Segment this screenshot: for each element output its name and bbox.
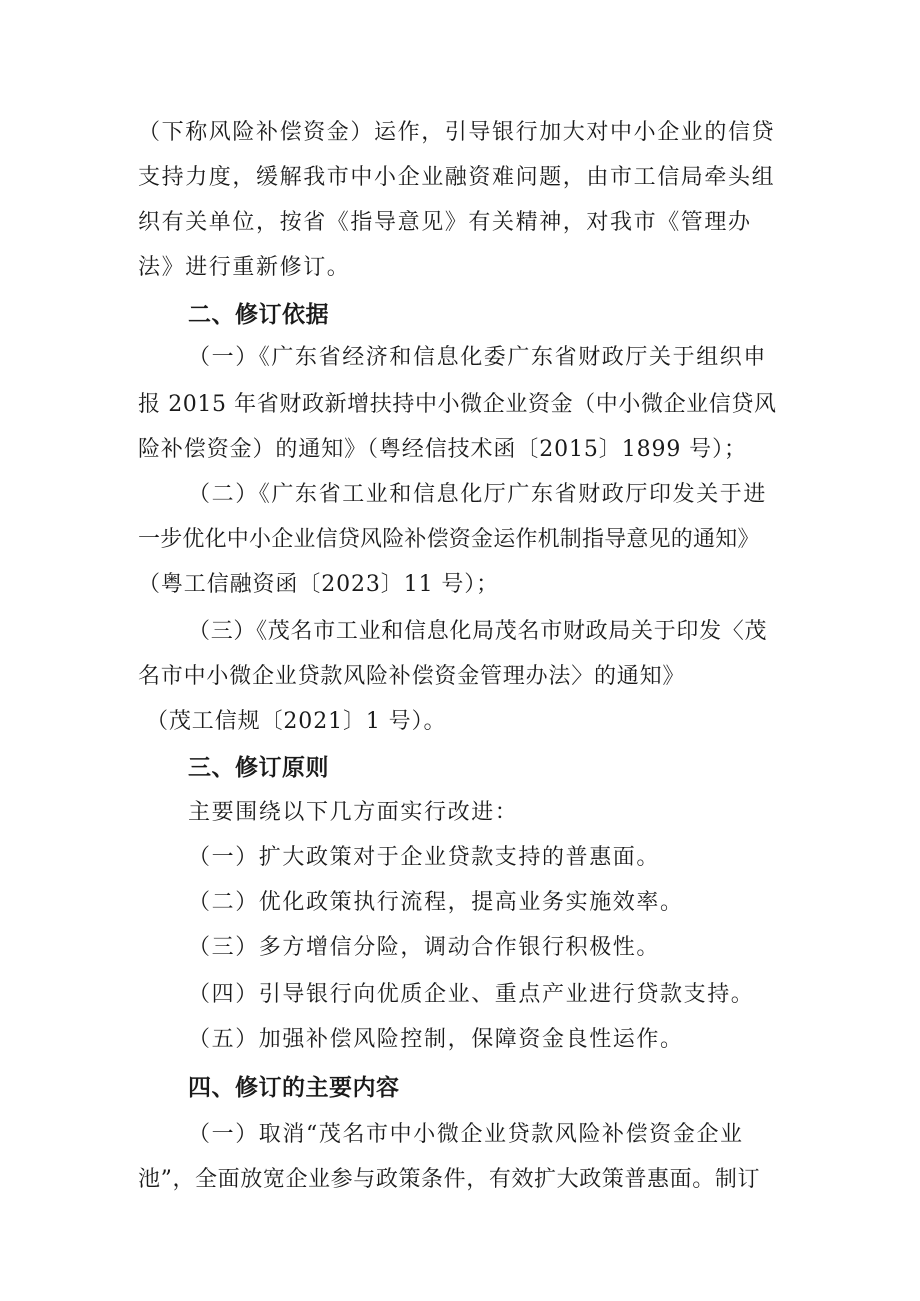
section-4-line-1: （一）取消“茂名市中小微企业贷款风险补偿资金企业: [188, 1122, 744, 1147]
intro-line-1: （下称风险补偿资金）运作，引导银行加大对中小企业的信贷: [138, 120, 776, 145]
section-4-line-2: 池”，全面放宽企业参与政策条件，有效扩大政策普惠面。制订: [138, 1167, 761, 1192]
section-2-line-4: （二）《广东省工业和信息化厅广东省财政厅印发关于进: [188, 482, 768, 507]
section-2-line-5: 一步优化中小企业信贷风险补偿资金运作机制指导意见的通知》: [138, 527, 760, 552]
section-2-line-6: （粤工信融资函〔2023〕11 号）；: [138, 572, 500, 597]
section-4-heading: 四、修订的主要内容: [188, 1075, 400, 1101]
section-2-line-8: 名市中小微企业贷款风险补偿资金管理办法〉的通知》: [138, 664, 686, 689]
section-3-line-3: （二）优化政策执行流程，提高业务实施效率。: [188, 890, 684, 915]
section-3-line-4: （三）多方增信分险，调动合作银行积极性。: [188, 935, 661, 960]
intro-line-3: 织有关单位，按省《指导意见》有关精神，对我市《管理办: [138, 210, 752, 235]
section-2-heading: 二、修订依据: [188, 302, 329, 328]
section-2-line-7: （三）《茂名市工业和信息化局茂名市财政局关于印发〈茂: [188, 619, 768, 644]
section-3-heading: 三、修订原则: [188, 755, 329, 781]
section-3-line-6: （五）加强补偿风险控制，保障资金良性运作。: [188, 1027, 684, 1052]
intro-line-4: 法》进行重新修订。: [138, 255, 351, 280]
section-2-line-9: （茂工信规〔2021〕1 号）。: [146, 709, 447, 734]
section-3-line-1: 主要围绕以下几方面实行改进：: [188, 800, 519, 825]
section-3-line-5: （四）引导银行向优质企业、重点产业进行贷款支持。: [188, 982, 755, 1007]
intro-line-2: 支持力度，缓解我市中小企业融资难问题，由市工信局牵头组: [138, 165, 776, 190]
section-2-line-3: 险补偿资金）的通知》（粤经信技术函〔2015〕1899 号）；: [138, 437, 747, 462]
section-2-line-1: （一）《广东省经济和信息化委广东省财政厅关于组织申: [188, 345, 768, 370]
section-2-line-2: 报 2015 年省财政新增扶持中小微企业资金（中小微企业信贷风: [138, 392, 777, 417]
section-3-line-2: （一）扩大政策对于企业贷款支持的普惠面。: [188, 845, 661, 870]
